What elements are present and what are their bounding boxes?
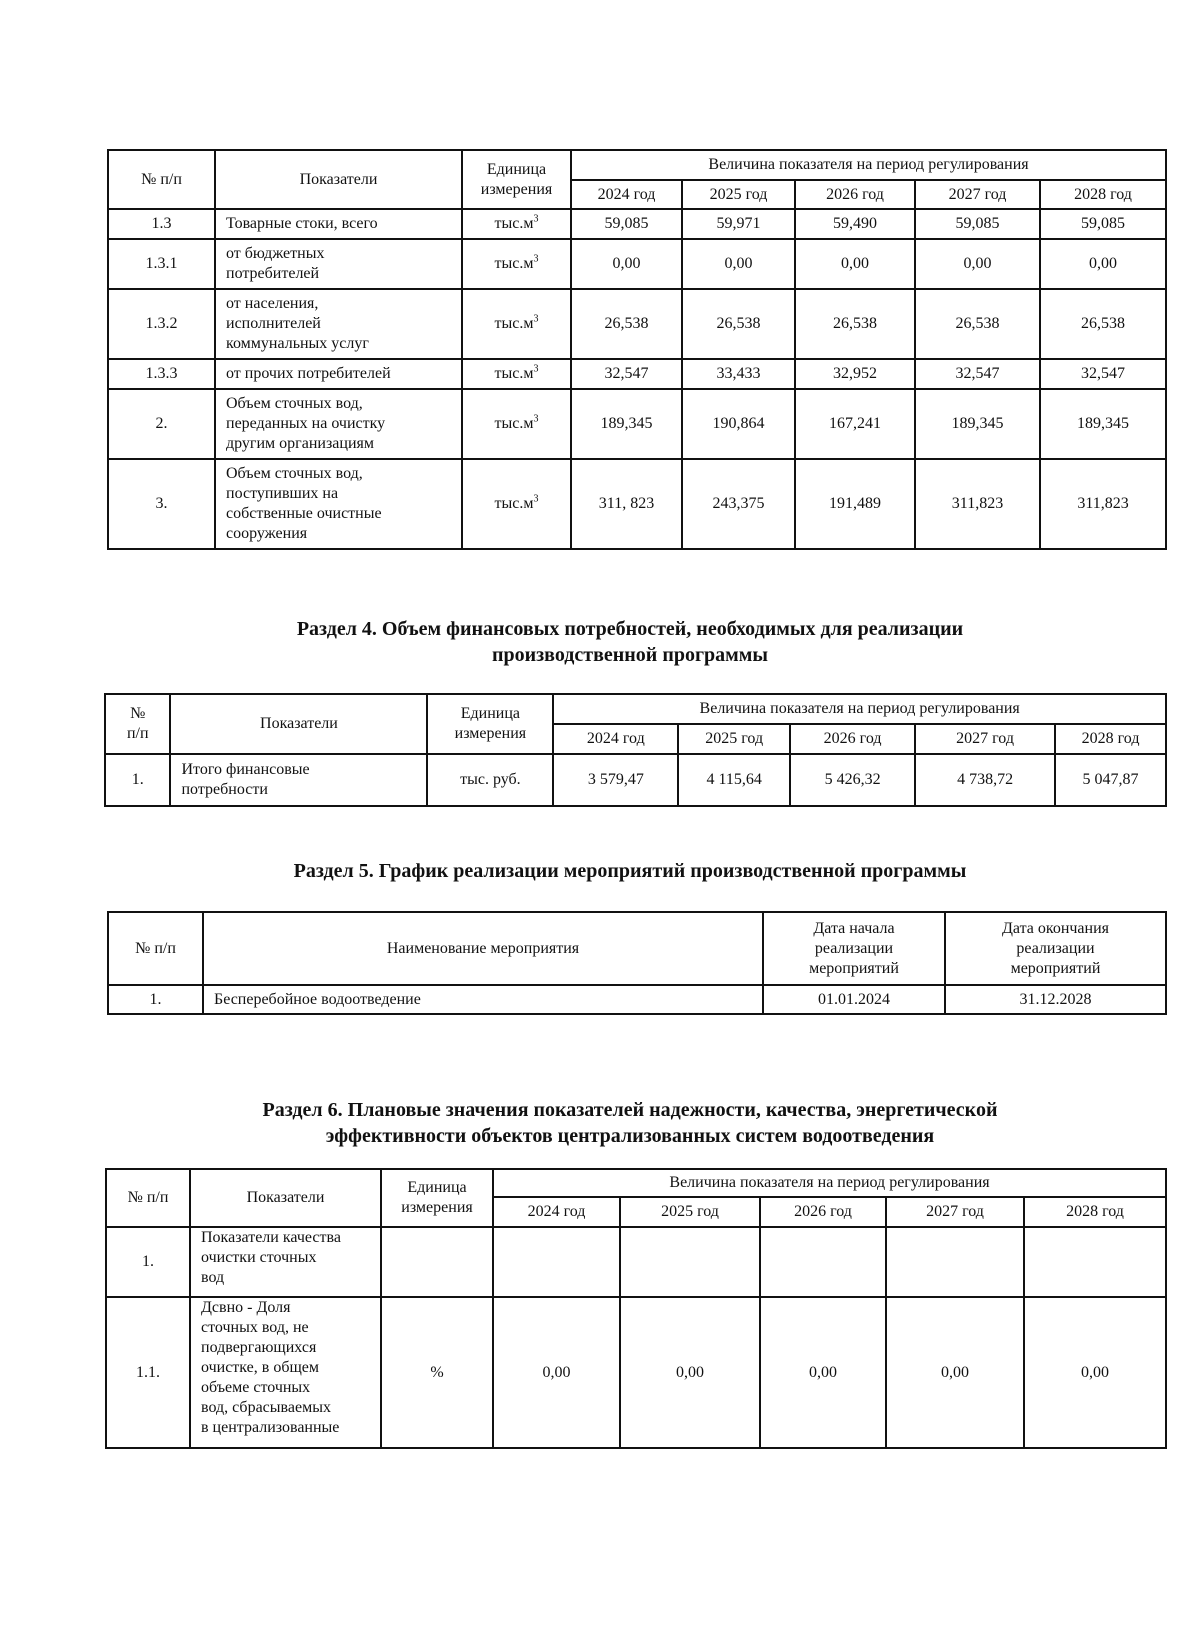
row-value: 0,00	[795, 239, 915, 289]
row-value: 5 047,87	[1055, 754, 1166, 806]
volumes-table-body	[108, 209, 1166, 549]
table-row	[108, 239, 1166, 289]
row-value: 59,490	[795, 209, 915, 239]
row-unit: $тыс.м^3$	[462, 459, 571, 549]
row-value: 0,00	[1040, 239, 1166, 289]
row-value	[886, 1227, 1024, 1297]
header-num: № п/п	[105, 694, 170, 754]
row-value: 4 115,64	[678, 754, 790, 806]
row-num: 1.	[105, 754, 170, 806]
row-indicator: Итого финансовые потребности	[170, 754, 427, 806]
row-value: 189,345	[1040, 389, 1166, 459]
row-unit	[381, 1227, 493, 1297]
header-year: 2026 год	[795, 180, 915, 209]
row-indicator: от прочих потребителей	[215, 359, 462, 389]
row-value: 59,085	[915, 209, 1040, 239]
row-num: 1.3	[108, 209, 215, 239]
row-value: 311,823	[915, 459, 1040, 549]
row-value: 33,433	[682, 359, 795, 389]
row-unit: $тыс.м^3$	[462, 239, 571, 289]
row-value: 26,538	[682, 289, 795, 359]
row-num: 1.	[108, 985, 203, 1014]
row-value: 32,547	[915, 359, 1040, 389]
row-value: 32,547	[1040, 359, 1166, 389]
row-value: 189,345	[571, 389, 682, 459]
row-unit: $тыс.м^3$	[462, 389, 571, 459]
row-value	[493, 1227, 620, 1297]
header-year: 2028 год	[1024, 1197, 1166, 1227]
header-year: 2025 год	[682, 180, 795, 209]
volumes-table	[107, 149, 1167, 550]
header-year: 2026 год	[790, 724, 915, 754]
row-unit: $тыс.м^3$	[462, 359, 571, 389]
header-indicator: Показатели	[215, 150, 462, 209]
row-value: 189,345	[915, 389, 1040, 459]
header-indicator: Показатели	[170, 694, 427, 754]
header-year: 2024 год	[571, 180, 682, 209]
row-value: 190,864	[682, 389, 795, 459]
finance-table	[104, 693, 1167, 807]
row-value: 4 738,72	[915, 754, 1055, 806]
section6-title: Раздел 6. Плановые значения показателей надежности, качества, энергетической эффективности объектов централизованных систем водоотведения	[262, 1099, 998, 1147]
header-year: 2026 год	[760, 1197, 886, 1227]
header-num: № п/п	[108, 912, 203, 985]
row-unit: тыс. руб.	[427, 754, 553, 806]
header-unit: Единица измерения	[427, 694, 553, 754]
header-end-date: Дата окончания реализации мероприятий	[945, 912, 1166, 985]
row-indicator: Объем сточных вод, поступивших на собственные очистные сооружения	[215, 459, 462, 549]
row-num: 2.	[108, 389, 215, 459]
header-unit: Единица измерения	[381, 1169, 493, 1227]
row-value	[620, 1227, 760, 1297]
row-value: 3 579,47	[553, 754, 678, 806]
row-unit: %	[381, 1297, 493, 1448]
row-value	[1024, 1227, 1166, 1297]
row-end-date: 31.12.2028	[945, 985, 1166, 1014]
row-value: 32,547	[571, 359, 682, 389]
table-row	[108, 289, 1166, 359]
row-value: 0,00	[1024, 1297, 1166, 1448]
row-indicator: от населения, исполнителей коммунальных услуг	[215, 289, 462, 359]
row-unit: $тыс.м^3$	[462, 209, 571, 239]
row-value: 0,00	[915, 239, 1040, 289]
header-year: 2024 год	[493, 1197, 620, 1227]
row-name: Бесперебойное водоотведение	[203, 985, 763, 1014]
header-year: 2028 год	[1055, 724, 1166, 754]
header-year: 2028 год	[1040, 180, 1166, 209]
header-year: 2027 год	[915, 724, 1055, 754]
row-indicator: Показатели качества очистки сточных вод	[190, 1227, 381, 1297]
row-value: 0,00	[620, 1297, 760, 1448]
row-value: 26,538	[571, 289, 682, 359]
row-num: 1.3.2	[108, 289, 215, 359]
section5-title: Раздел 5. График реализации мероприятий производственной программы	[293, 860, 967, 882]
header-num: № п/п	[108, 150, 215, 209]
table-row	[106, 1297, 1166, 1448]
row-value: 167,241	[795, 389, 915, 459]
row-indicator: Товарные стоки, всего	[215, 209, 462, 239]
table-row	[108, 389, 1166, 459]
row-value: 0,00	[886, 1297, 1024, 1448]
header-num: № п/п	[106, 1169, 190, 1227]
row-num: 1.3.3	[108, 359, 215, 389]
row-value: 26,538	[915, 289, 1040, 359]
quality-table-body	[106, 1227, 1166, 1448]
row-value: 311,823	[1040, 459, 1166, 549]
row-value: 59,971	[682, 209, 795, 239]
table-row	[108, 209, 1166, 239]
table-row	[105, 754, 1166, 806]
row-indicator: Объем сточных вод, переданных на очистку другим организациям	[215, 389, 462, 459]
row-unit: $тыс.м^3$	[462, 289, 571, 359]
row-value	[760, 1227, 886, 1297]
header-year: 2027 год	[886, 1197, 1024, 1227]
row-value: 0,00	[760, 1297, 886, 1448]
header-start-date: Дата начала реализации мероприятий	[763, 912, 945, 985]
quality-table	[105, 1168, 1167, 1449]
row-value: 5 426,32	[790, 754, 915, 806]
section4-title: Раздел 4. Объем финансовых потребностей, необходимых для реализации производственной программы	[296, 618, 964, 666]
row-num: 1.	[106, 1227, 190, 1297]
header-unit: Единица измерения	[462, 150, 571, 209]
row-num: 3.	[108, 459, 215, 549]
row-num: 1.1.	[106, 1297, 190, 1448]
row-value: 26,538	[1040, 289, 1166, 359]
header-year: 2025 год	[678, 724, 790, 754]
row-value: 243,375	[682, 459, 795, 549]
row-value: 191,489	[795, 459, 915, 549]
header-period: Величина показателя на период регулирования	[553, 694, 1166, 724]
header-period: Величина показателя на период регулирования	[571, 150, 1166, 180]
row-indicator: Дсвно - Доля сточных вод, не подвергающихся очистке, в общем объеме сточных вод, сбрасываемых в централизованные	[190, 1297, 381, 1448]
table-row	[108, 985, 1166, 1014]
header-year: 2025 год	[620, 1197, 760, 1227]
row-value: 26,538	[795, 289, 915, 359]
table-row	[106, 1227, 1166, 1297]
row-value: 59,085	[1040, 209, 1166, 239]
header-year: 2024 год	[553, 724, 678, 754]
header-period: Величина показателя на период регулирования	[493, 1169, 1166, 1197]
row-value: 0,00	[682, 239, 795, 289]
table-row	[108, 359, 1166, 389]
row-value: 311, 823	[571, 459, 682, 549]
row-value: 32,952	[795, 359, 915, 389]
row-value: 0,00	[571, 239, 682, 289]
row-value: 59,085	[571, 209, 682, 239]
header-name: Наименование мероприятия	[203, 912, 763, 985]
row-start-date: 01.01.2024	[763, 985, 945, 1014]
row-num: 1.3.1	[108, 239, 215, 289]
header-year: 2027 год	[915, 180, 1040, 209]
header-indicator: Показатели	[190, 1169, 381, 1227]
row-indicator: от бюджетных потребителей	[215, 239, 462, 289]
table-row	[108, 459, 1166, 549]
row-value: 0,00	[493, 1297, 620, 1448]
schedule-table	[107, 911, 1167, 1015]
